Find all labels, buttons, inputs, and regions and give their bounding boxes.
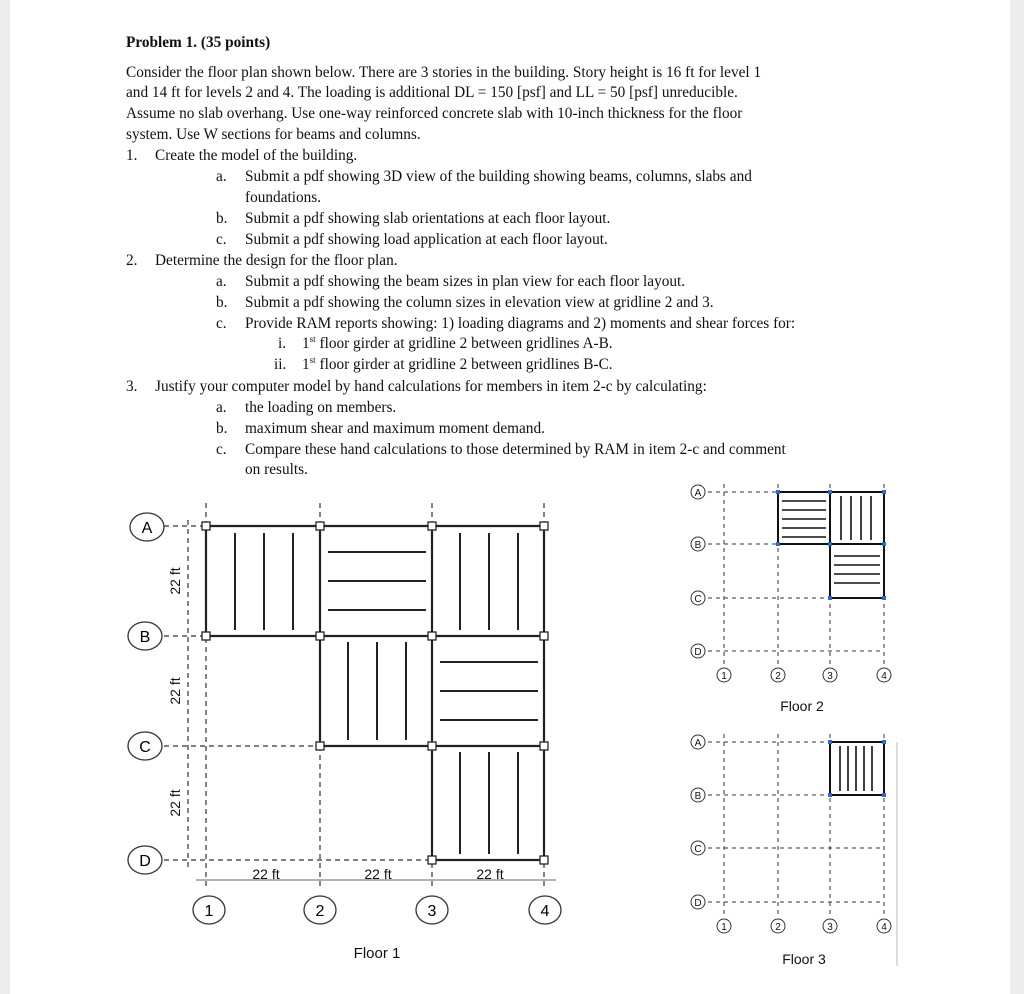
grid-bubble-label: 1 bbox=[721, 671, 727, 682]
ordinal-number: 1 bbox=[302, 356, 310, 373]
floor-3-columns bbox=[828, 740, 886, 797]
ordinal-number: 1 bbox=[302, 335, 310, 352]
column-marker bbox=[540, 742, 548, 750]
column-marker bbox=[828, 490, 832, 494]
grid-bubble-label: D bbox=[694, 647, 702, 658]
floor-3-grid-lines bbox=[708, 734, 884, 914]
grid-bubble-label: 3 bbox=[427, 903, 437, 920]
item-text: maximum shear and maximum moment demand. bbox=[245, 420, 545, 437]
dimension-label: 22 ft bbox=[167, 567, 183, 595]
floor-1-columns bbox=[202, 522, 548, 864]
grid-bubble-label: C bbox=[694, 844, 702, 855]
floor-1-label: Floor 1 bbox=[353, 945, 401, 962]
grid-bubble-label: 2 bbox=[775, 922, 781, 933]
floor-3-plan bbox=[691, 734, 891, 967]
floor-1-beams bbox=[206, 526, 544, 860]
grid-bubble-label: C bbox=[694, 594, 702, 605]
column-marker bbox=[828, 793, 832, 797]
column-marker bbox=[428, 522, 436, 530]
column-marker bbox=[428, 632, 436, 640]
grid-bubble-label: 4 bbox=[881, 671, 887, 682]
floor-3-beams bbox=[830, 742, 884, 795]
item-text: Submit a pdf showing the beam sizes in plan view for each floor layout. bbox=[245, 273, 686, 290]
floor-1-col-bubbles bbox=[193, 896, 561, 924]
item-number: 3. bbox=[126, 378, 138, 395]
floor-1-slab-hatching bbox=[235, 533, 538, 854]
dimension-label: 22 ft bbox=[167, 789, 183, 817]
column-marker bbox=[882, 490, 886, 494]
floor-1-grid-lines bbox=[164, 503, 556, 890]
grid-bubble-label: C bbox=[139, 739, 151, 756]
floor-1-dimensions bbox=[167, 567, 504, 882]
problem-title: Problem 1. (35 points) bbox=[126, 34, 271, 51]
item-text: Provide RAM reports showing: 1) loading diagrams and 2) moments and shear forces for: bbox=[245, 315, 796, 332]
column-marker bbox=[776, 542, 780, 546]
ordinal-suffix: st bbox=[309, 355, 316, 365]
floor-3-label: Floor 3 bbox=[782, 951, 826, 967]
item-number: 1. bbox=[126, 147, 138, 164]
intro-line: Assume no slab overhang. Use one-way reinforced concrete slab with 10-inch thickness for the floor bbox=[126, 105, 743, 122]
column-marker bbox=[828, 542, 832, 546]
item-number: b. bbox=[216, 420, 228, 437]
grid-bubble-label: A bbox=[694, 488, 702, 499]
intro-line: system. Use W sections for beams and columns. bbox=[126, 126, 421, 143]
column-marker bbox=[202, 632, 210, 640]
item-number: b. bbox=[216, 294, 228, 311]
item-number: i. bbox=[278, 335, 287, 352]
item-number: c. bbox=[216, 441, 227, 458]
column-marker bbox=[540, 856, 548, 864]
item-number: c. bbox=[216, 231, 227, 248]
grid-bubble-label: 1 bbox=[721, 922, 727, 933]
item-number: b. bbox=[216, 210, 228, 227]
dimension-label: 22 ft bbox=[364, 866, 392, 882]
dimension-label: 22 ft bbox=[252, 866, 280, 882]
item-text: Compare these hand calculations to those determined by RAM in item 2-c and comment bbox=[245, 441, 786, 458]
item-text: Submit a pdf showing the column sizes in elevation view at gridline 2 and 3. bbox=[245, 294, 714, 311]
item-text-rest: floor girder at gridline 2 between gridlines B-C. bbox=[315, 356, 613, 373]
column-marker bbox=[882, 596, 886, 600]
item-number: ii. bbox=[274, 356, 287, 373]
grid-bubble-label: 2 bbox=[775, 671, 781, 682]
grid-bubble-label: 3 bbox=[827, 922, 833, 933]
item-number: a. bbox=[216, 399, 227, 416]
floor-2-plan bbox=[691, 484, 891, 714]
grid-bubble-label: B bbox=[694, 791, 702, 802]
grid-bubble-label: A bbox=[141, 520, 153, 537]
column-marker bbox=[776, 490, 780, 494]
column-marker bbox=[828, 596, 832, 600]
dimension-label: 22 ft bbox=[476, 866, 504, 882]
item-text-rest: floor girder at gridline 2 between gridlines A-B. bbox=[315, 335, 613, 352]
floor-1-plan bbox=[128, 503, 561, 962]
column-marker bbox=[428, 742, 436, 750]
column-marker bbox=[540, 632, 548, 640]
column-marker bbox=[316, 522, 324, 530]
grid-bubble-label: D bbox=[139, 853, 151, 870]
grid-bubble-label: B bbox=[139, 629, 151, 646]
column-marker bbox=[882, 740, 886, 744]
floor-3-slab-hatching bbox=[840, 746, 872, 791]
item-text: Submit a pdf showing slab orientations at each floor layout. bbox=[245, 210, 611, 227]
grid-bubble-label: D bbox=[694, 898, 702, 909]
item-text: Submit a pdf showing 3D view of the building showing beams, columns, slabs and bbox=[245, 168, 752, 185]
grid-bubble-label: 3 bbox=[827, 671, 833, 682]
item-text: Determine the design for the floor plan. bbox=[155, 252, 398, 269]
column-marker bbox=[316, 742, 324, 750]
item-number: c. bbox=[216, 315, 227, 332]
item-number: 2. bbox=[126, 252, 138, 269]
grid-bubble-label: B bbox=[694, 540, 702, 551]
column-marker bbox=[828, 740, 832, 744]
item-number: a. bbox=[216, 168, 227, 185]
column-marker bbox=[316, 632, 324, 640]
item-text: Justify your computer model by hand calculations for members in item 2-c by calculating: bbox=[155, 378, 707, 395]
dimension-label: 22 ft bbox=[167, 677, 183, 705]
grid-bubble-label: 2 bbox=[315, 903, 325, 920]
item-text: the loading on members. bbox=[245, 399, 397, 416]
intro-line: and 14 ft for levels 2 and 4. The loading is additional DL = 150 [psf] and LL = 50 [psf] unreducible. bbox=[126, 84, 738, 101]
floor-1-row-bubbles bbox=[128, 513, 164, 874]
item-number: a. bbox=[216, 273, 227, 290]
grid-bubble-label: A bbox=[694, 738, 702, 749]
column-marker bbox=[428, 856, 436, 864]
item-text: foundations. bbox=[245, 189, 322, 206]
floor-3-bubbles bbox=[691, 735, 891, 933]
item-text: on results. bbox=[245, 461, 308, 478]
column-marker bbox=[882, 793, 886, 797]
intro-line: Consider the floor plan shown below. There are 3 stories in the building. Story height is 16 ft for level 1 bbox=[126, 64, 762, 81]
floor-2-label: Floor 2 bbox=[780, 698, 824, 714]
column-marker bbox=[540, 522, 548, 530]
item-text: Create the model of the building. bbox=[155, 147, 358, 164]
column-marker bbox=[202, 522, 210, 530]
item-text: Submit a pdf showing load application at each floor layout. bbox=[245, 231, 608, 248]
column-marker bbox=[882, 542, 886, 546]
ordinal-suffix: st bbox=[309, 334, 316, 344]
grid-bubble-label: 4 bbox=[881, 922, 887, 933]
grid-bubble-label: 4 bbox=[540, 903, 550, 920]
grid-bubble-label: 1 bbox=[204, 903, 214, 920]
